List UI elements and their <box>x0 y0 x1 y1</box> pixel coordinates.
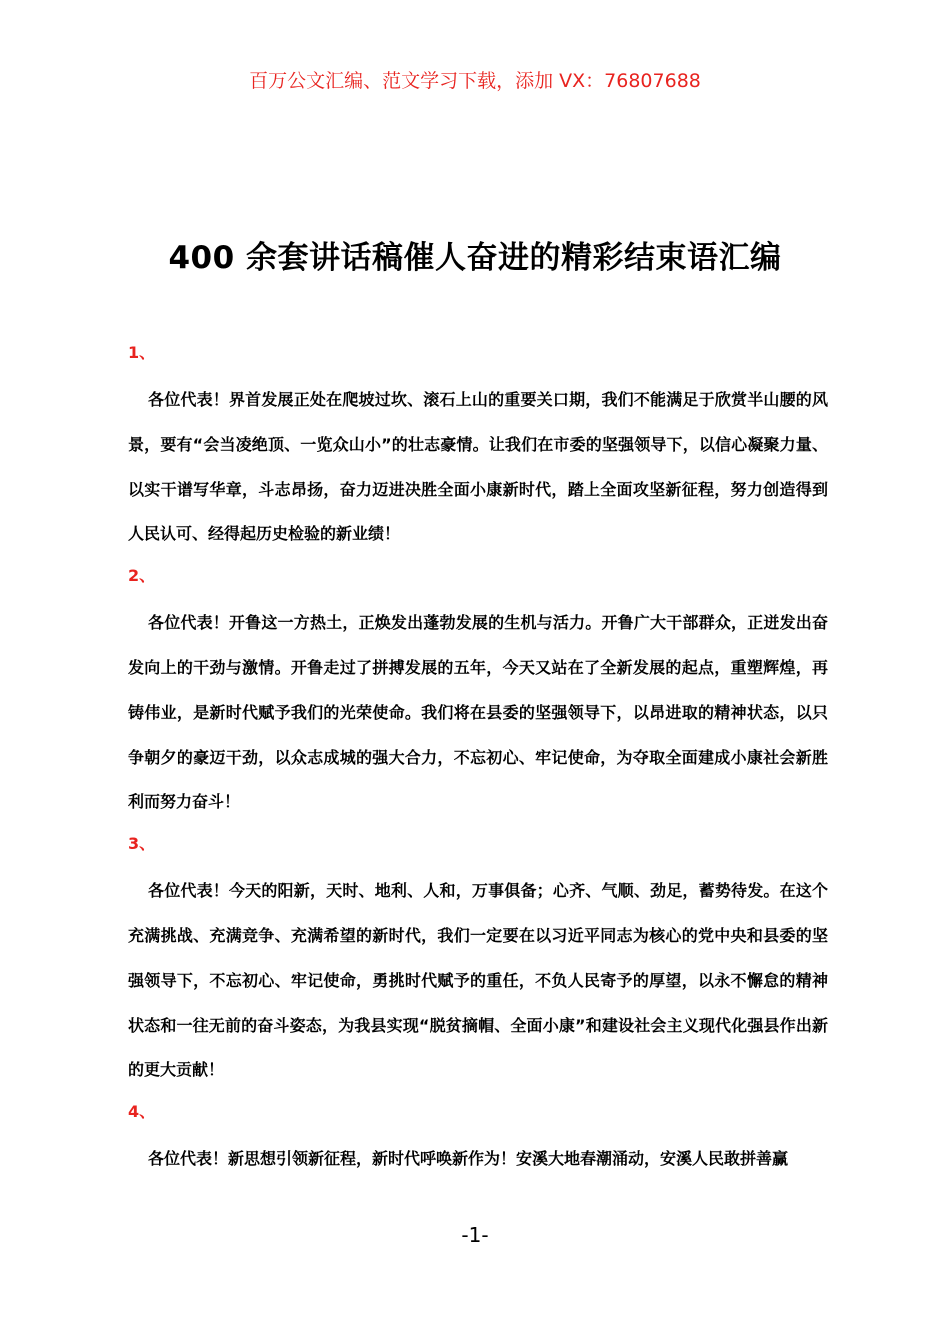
section-paragraph: 各位代表！今天的阳新，天时、地利、人和，万事俱备；心齐、气顺、劲足，蓄势待发。在这个充满挑战、充满竞争、充满希望的新时代，我们一定要在以习近平同志为核心的党中央和县委的坚强领导下，不忘初心、牢记使命，勇挑时代赋予的重任，不负人民寄予的厚望，以永不懈怠的精神状态和一往无前的奋斗姿态，为我县实现“脱贫摘帽、全面小康”和建设社会主义现代化强县作出新的更大贡献！ <box>128 881 828 1080</box>
section-paragraph: 各位代表！界首发展正处在爬坡过坎、滚石上山的重要关口期，我们不能满足于欣赏半山腰的风景，要有“会当凌绝顶、一览众山小”的壮志豪情。让我们在市委的坚强领导下，以信心凝聚力量、以实干谱写华章，斗志昂扬，奋力迈进决胜全面小康新时代，踏上全面攻坚新征程，努力创造得到人民认可、经得起历史检验的新业绩！ <box>128 390 828 544</box>
section-number: 4、 <box>128 1102 156 1122</box>
document-body <box>128 336 828 1182</box>
section-4 <box>128 1095 828 1182</box>
section-1 <box>128 336 828 557</box>
section-number: 3、 <box>128 834 156 854</box>
header-banner: 百万公文汇编、范文学习下载，添加 VX：76807688 <box>249 70 701 92</box>
section-number: 1、 <box>128 343 156 362</box>
section-paragraph: 各位代表！新思想引领新征程，新时代呼唤新作为！安溪大地春潮涌动，安溪人民敢拼善赢 <box>148 1149 789 1169</box>
section-number: 2、 <box>128 566 156 586</box>
section-3 <box>128 827 828 1093</box>
section-paragraph: 各位代表！开鲁这一方热土，正焕发出蓬勃发展的生机与活力。开鲁广大干部群众，正迸发出奋发向上的干劲与激情。开鲁走过了拼搏发展的五年，今天又站在了全新发展的起点，重塑辉煌，再铸伟业，是新时代赋予我们的光荣使命。我们将在县委的坚强领导下，以昂进取的精神状态，以只争朝夕的豪迈干劲，以众志成城的强大合力，不忘初心、牢记使命，为夺取全面建成小康社会新胜利而努力奋斗！ <box>128 613 828 812</box>
document-title: 400 余套讲话稿催人奋进的精彩结束语汇编 <box>168 240 782 276</box>
page-number: -1- <box>461 1223 489 1247</box>
section-2 <box>128 559 828 825</box>
